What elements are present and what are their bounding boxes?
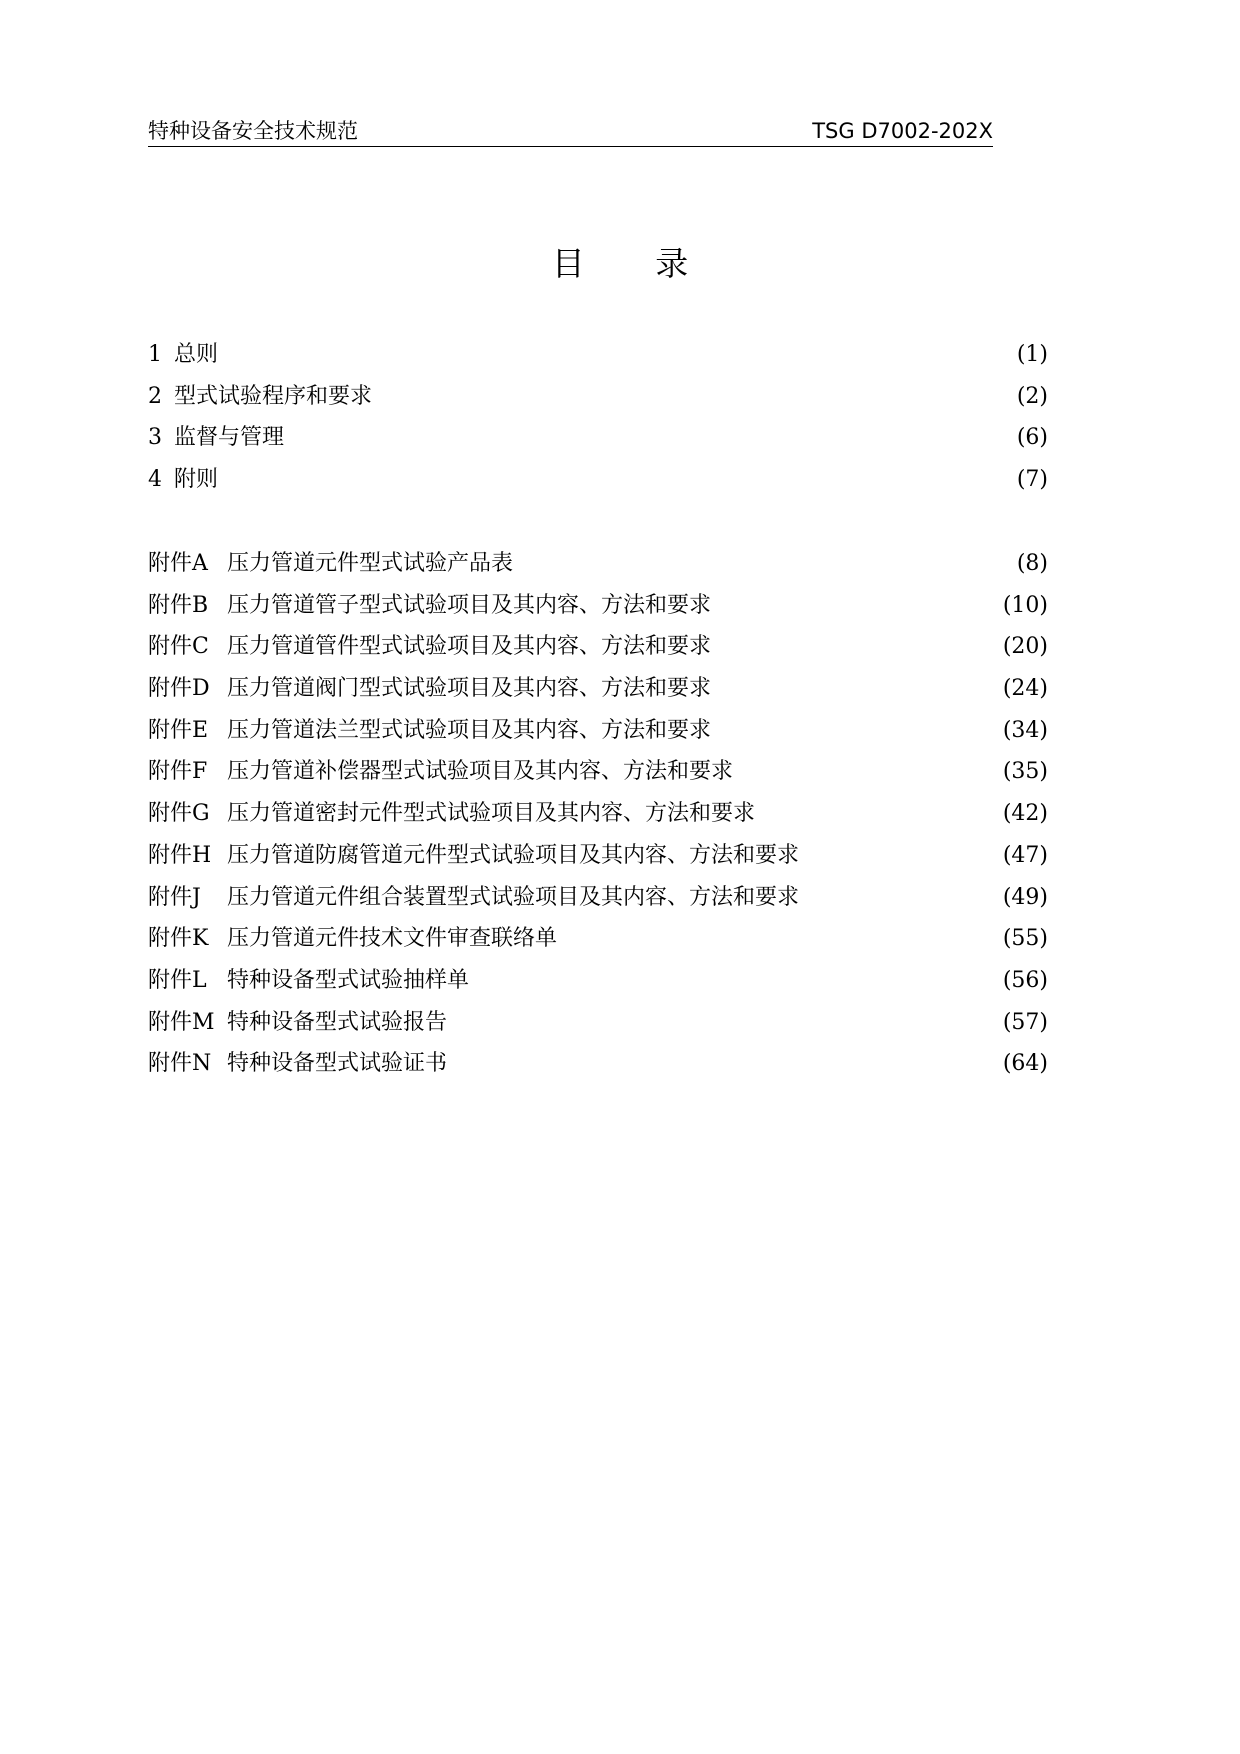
appendix-page: (24) [1002,676,1048,702]
toc-appendix-entry[interactable] [148,835,1048,877]
appendix-title: 特种设备型式试验证书 [227,1051,448,1077]
toc-entry-title: 附则 [174,467,219,493]
appendix-page: (10) [1002,592,1048,618]
appendix-label: 附件H [148,842,212,868]
appendix-title: 压力管道补偿器型式试验项目及其内容、方法和要求 [227,759,734,785]
appendix-page: (42) [1002,801,1048,827]
appendix-label: 附件J [148,884,201,910]
appendix-label: 附件D [148,676,210,702]
toc-appendix-entry[interactable] [148,585,1048,627]
page-title: 目 录 [551,244,719,283]
toc-appendix-entry[interactable] [148,668,1048,710]
toc-entry-number: 1 [148,342,162,367]
appendix-label: 附件E [148,717,209,743]
appendix-label: 附件K [148,926,209,952]
toc-entry-title: 总则 [174,342,219,367]
appendix-page: (34) [1002,717,1048,743]
appendix-label: 附件C [148,634,209,660]
appendix-title: 压力管道密封元件型式试验项目及其内容、方法和要求 [227,801,756,827]
appendix-label: 附件G [148,801,210,827]
appendix-label: 附件L [148,967,207,993]
toc-entry-number: 2 [148,383,162,409]
toc-entry-page: (2) [1016,383,1048,409]
appendix-page: (8) [1016,551,1048,576]
appendix-page: (64) [1002,1051,1048,1077]
toc-appendix-entry[interactable] [148,793,1048,835]
toc-appendix-entry[interactable] [148,1043,1048,1085]
toc-entry-page: (6) [1016,425,1048,451]
page-header [148,118,993,147]
appendix-page: (47) [1002,842,1048,868]
toc-appendix-entry[interactable] [148,1002,1048,1044]
header-doc-code: TSG D7002-202X [812,119,993,143]
appendix-title: 压力管道阀门型式试验项目及其内容、方法和要求 [227,676,712,702]
toc-appendix-entry[interactable] [148,543,1048,585]
appendix-title: 压力管道管件型式试验项目及其内容、方法和要求 [227,634,712,660]
toc-chapters [148,334,1048,501]
toc-appendix-entry[interactable] [148,626,1048,668]
appendix-title: 压力管道法兰型式试验项目及其内容、方法和要求 [227,717,712,743]
appendix-page: (56) [1002,967,1048,993]
toc-appendices [148,543,1048,1085]
appendix-label: 附件B [148,592,209,618]
appendix-title: 压力管道元件型式试验产品表 [227,551,514,576]
appendix-title: 特种设备型式试验抽样单 [227,967,470,993]
appendix-title: 压力管道防腐管道元件型式试验项目及其内容、方法和要求 [227,842,800,868]
toc-entry[interactable] [148,417,1048,459]
toc-entry-title: 型式试验程序和要求 [174,383,373,409]
appendix-page: (49) [1002,884,1048,910]
toc-entry-page: (7) [1016,467,1048,493]
appendix-page: (55) [1002,926,1048,952]
toc-appendix-entry[interactable] [148,877,1048,919]
appendix-title: 特种设备型式试验报告 [227,1009,448,1035]
appendix-label: 附件A [148,551,208,576]
toc-entry-title: 监督与管理 [174,425,285,451]
appendix-page: (57) [1002,1009,1048,1035]
appendix-page: (35) [1002,759,1048,785]
toc-entry-number: 3 [148,425,162,451]
toc-appendix-entry[interactable] [148,960,1048,1002]
header-doc-category: 特种设备安全技术规范 [148,119,358,143]
toc-entry[interactable] [148,459,1048,501]
toc-entry[interactable] [148,334,1048,376]
toc-appendix-entry[interactable] [148,918,1048,960]
appendix-title: 压力管道元件组合装置型式试验项目及其内容、方法和要求 [227,884,800,910]
appendix-title: 压力管道管子型式试验项目及其内容、方法和要求 [227,592,712,618]
appendix-title: 压力管道元件技术文件审查联络单 [227,926,558,952]
toc-entry-number: 4 [148,467,162,493]
appendix-label: 附件F [148,759,208,785]
appendix-label: 附件N [148,1051,212,1077]
appendix-page: (20) [1002,634,1048,660]
toc-appendix-entry[interactable] [148,751,1048,793]
appendix-label: 附件M [148,1009,215,1035]
toc-entry-page: (1) [1016,342,1048,367]
toc-appendix-entry[interactable] [148,710,1048,752]
toc-entry[interactable] [148,376,1048,418]
